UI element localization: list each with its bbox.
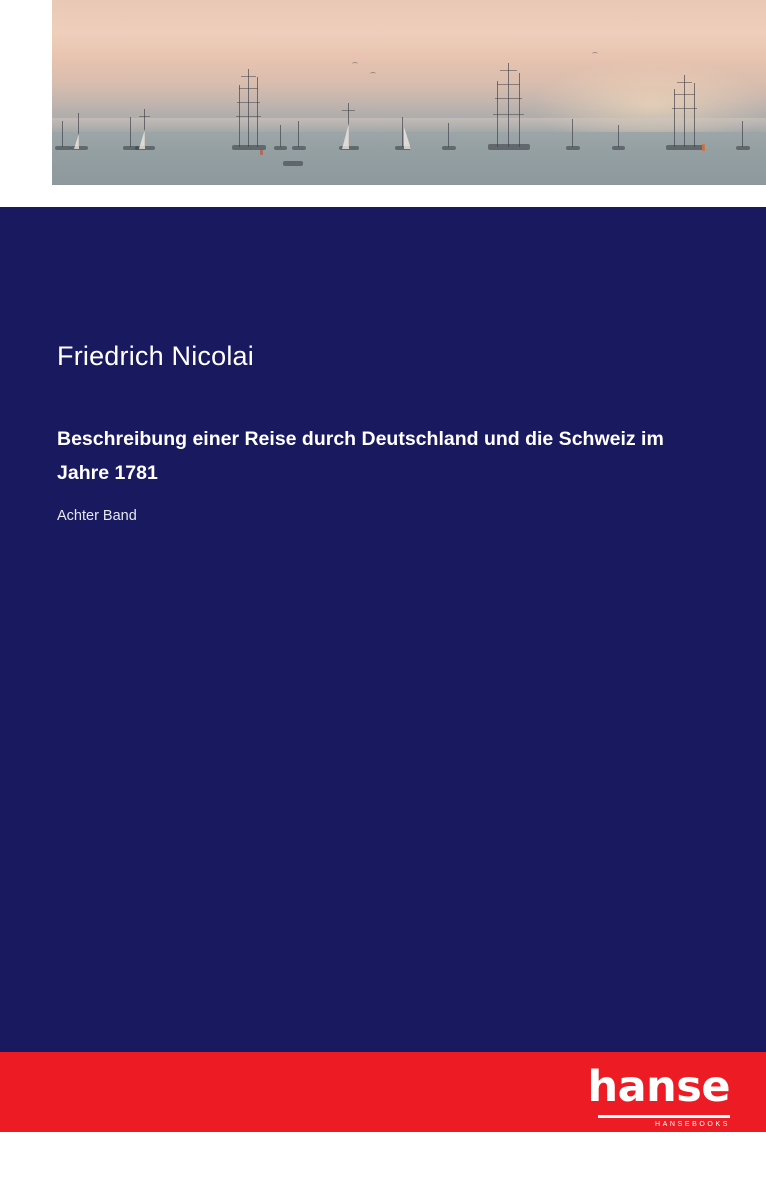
- tall-ships-at-sea-photo: [52, 0, 766, 185]
- logo-underline: [598, 1115, 730, 1118]
- cover-footer-margin: [0, 1132, 766, 1184]
- bird-icon: [592, 52, 598, 56]
- bird-icon: [370, 72, 376, 76]
- book-title: Beschreibung einer Reise durch Deutschland und die Schweiz im Jahre 1781: [57, 427, 664, 484]
- book-subtitle: Achter Band: [57, 508, 137, 524]
- bird-icon: [352, 62, 358, 66]
- buoy: [260, 150, 263, 155]
- publisher-tagline: HANSEBOOKS: [654, 1121, 730, 1128]
- publisher-logo: [587, 1062, 731, 1128]
- buoy: [702, 144, 705, 151]
- cover-text-block: [57, 340, 707, 524]
- sea-surface: [52, 132, 766, 185]
- author-name: Friedrich Nicolai: [57, 341, 254, 371]
- publisher-name: hanse: [587, 1062, 730, 1112]
- cover-photo-band: [0, 0, 766, 207]
- horizon-haze: [52, 118, 766, 132]
